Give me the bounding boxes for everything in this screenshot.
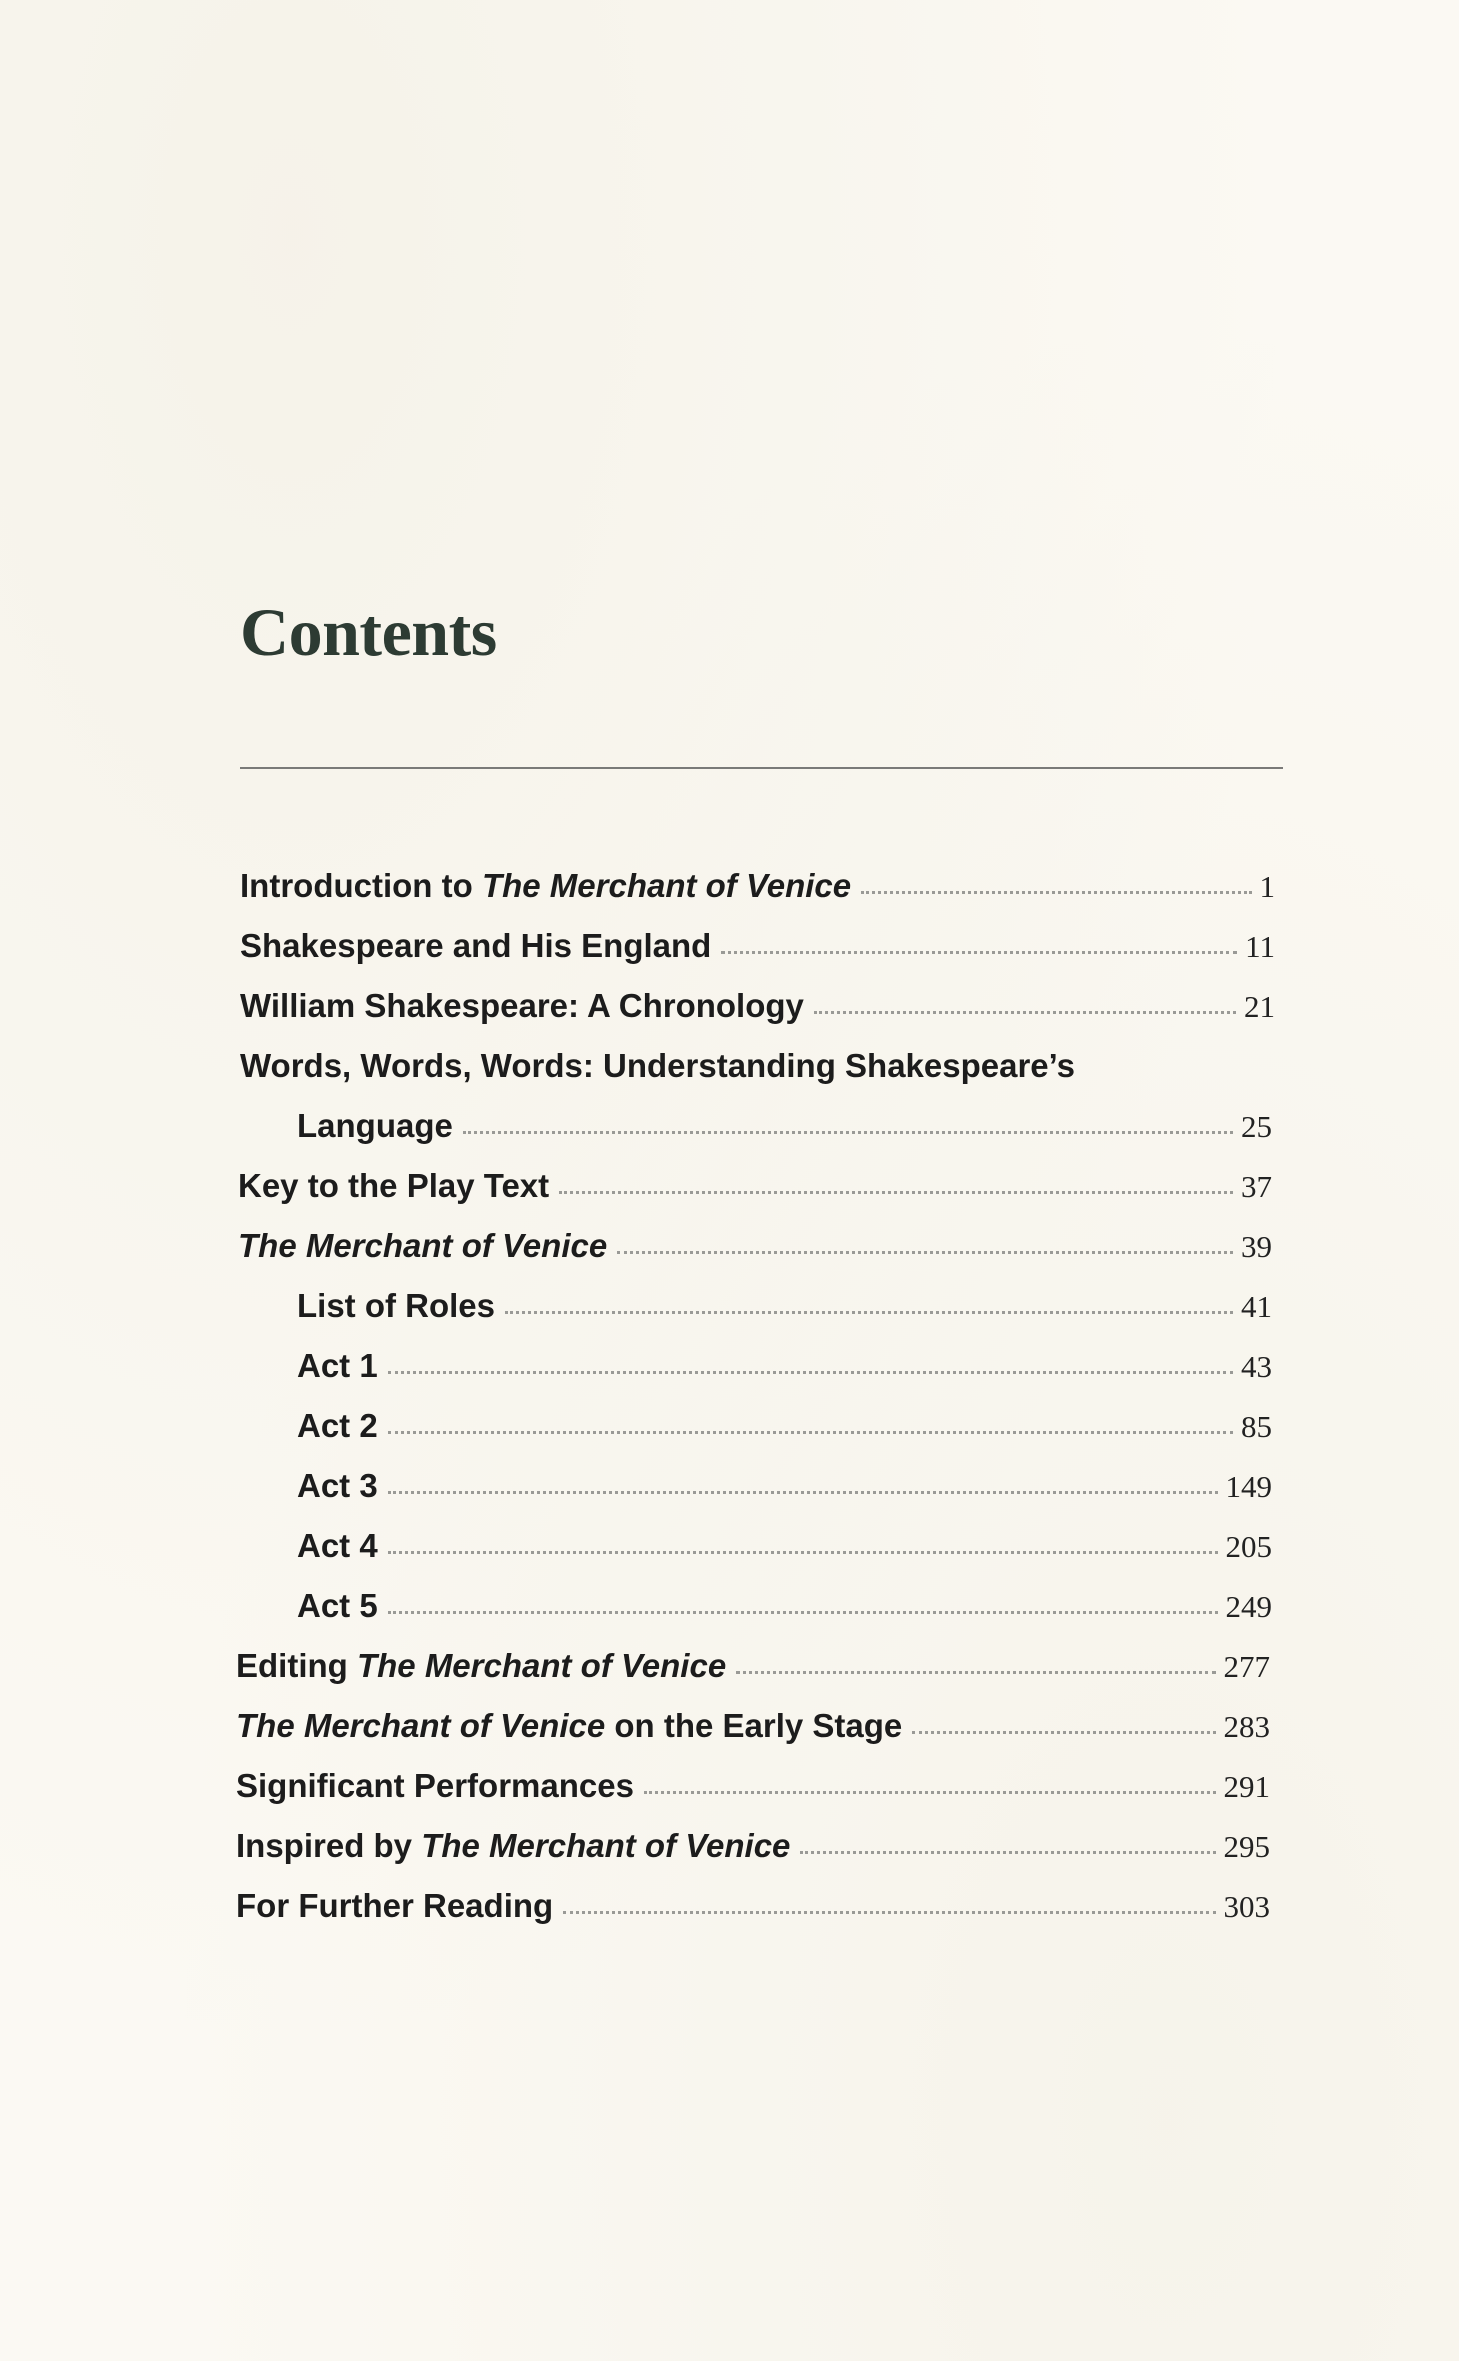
toc-page-number: 295	[1223, 1829, 1270, 1864]
toc-page-number: 291	[1223, 1769, 1270, 1804]
toc-entry-label: List of Roles	[297, 1287, 496, 1324]
toc-entry-label: Words, Words, Words: Understanding Shakespeare’s	[240, 1047, 1075, 1084]
dot-leader	[559, 1191, 1233, 1194]
toc-entry[interactable]	[297, 1100, 1272, 1152]
toc-page-number: 303	[1223, 1889, 1270, 1924]
dot-leader	[388, 1431, 1233, 1434]
toc-entry[interactable]	[236, 1820, 1270, 1872]
toc-entry[interactable]	[238, 1220, 1272, 1272]
dot-leader	[563, 1911, 1215, 1914]
toc-page-number: 11	[1245, 929, 1275, 964]
dot-leader	[463, 1131, 1233, 1134]
toc-page-number: 39	[1241, 1229, 1272, 1264]
toc-entry-label: The Merchant of Venice on the Early Stage	[236, 1707, 903, 1744]
toc-page-number: 149	[1225, 1469, 1272, 1504]
toc-page-number: 277	[1223, 1649, 1270, 1684]
dot-leader	[721, 951, 1237, 954]
toc-page-number: 41	[1241, 1289, 1272, 1324]
dot-leader	[814, 1011, 1236, 1014]
toc-entry[interactable]	[297, 1400, 1272, 1452]
toc-entry-label: Act 4	[297, 1527, 378, 1564]
toc-entry[interactable]	[240, 920, 1275, 972]
toc-entry[interactable]	[238, 1160, 1272, 1212]
toc-entry-label: Act 2	[297, 1407, 378, 1444]
toc-entry-label: For Further Reading	[236, 1887, 554, 1924]
dot-leader	[800, 1851, 1215, 1854]
toc-entry-label: Editing The Merchant of Venice	[236, 1647, 727, 1684]
toc-entry-label: Act 3	[297, 1467, 378, 1504]
toc-entry[interactable]	[297, 1280, 1272, 1332]
toc-entry[interactable]	[236, 1760, 1270, 1812]
dot-leader	[861, 891, 1251, 894]
toc-entry[interactable]	[297, 1340, 1272, 1392]
toc-entry[interactable]	[297, 1520, 1272, 1572]
toc-entry-label: Introduction to The Merchant of Venice	[240, 867, 852, 904]
toc-page-number: 43	[1241, 1349, 1272, 1384]
toc-entry[interactable]	[240, 1040, 1275, 1092]
dot-leader	[505, 1311, 1233, 1314]
page-title: Contents	[240, 594, 497, 670]
toc-page-number: 37	[1241, 1169, 1272, 1204]
toc-entry-label: Key to the Play Text	[238, 1167, 550, 1204]
dot-leader	[388, 1371, 1233, 1374]
toc-entry[interactable]	[236, 1700, 1270, 1752]
toc-page-number: 249	[1225, 1589, 1272, 1624]
toc-page-number: 1	[1259, 869, 1275, 904]
toc-entry[interactable]	[240, 980, 1275, 1032]
toc-entry-label: William Shakespeare: A Chronology	[240, 987, 804, 1024]
dot-leader	[388, 1551, 1218, 1554]
toc-page-number: 21	[1244, 989, 1275, 1024]
toc-page-number: 25	[1241, 1109, 1272, 1144]
toc-page-number: 205	[1225, 1529, 1272, 1564]
toc-page-number: 283	[1223, 1709, 1270, 1744]
toc-entry[interactable]	[297, 1580, 1272, 1632]
dot-leader	[388, 1611, 1218, 1614]
toc-entry[interactable]	[236, 1880, 1270, 1932]
toc-entry-label: Act 1	[297, 1347, 378, 1384]
toc-entry-label: Significant Performances	[236, 1767, 634, 1804]
dot-leader	[736, 1671, 1215, 1674]
toc-entry[interactable]	[240, 860, 1275, 912]
dot-leader	[912, 1731, 1215, 1734]
toc-entry-label: Language	[297, 1107, 453, 1144]
dot-leader	[644, 1791, 1216, 1794]
toc-entry[interactable]	[236, 1640, 1270, 1692]
toc-page-number: 85	[1241, 1409, 1272, 1444]
toc-entry[interactable]	[297, 1460, 1272, 1512]
toc-entry-label: Inspired by The Merchant of Venice	[236, 1827, 791, 1864]
dot-leader	[388, 1491, 1218, 1494]
toc-entry-label: Act 5	[297, 1587, 378, 1624]
dot-leader	[617, 1251, 1233, 1254]
toc-entry-label: The Merchant of Venice	[238, 1227, 608, 1264]
toc-entry-label: Shakespeare and His England	[240, 927, 712, 964]
